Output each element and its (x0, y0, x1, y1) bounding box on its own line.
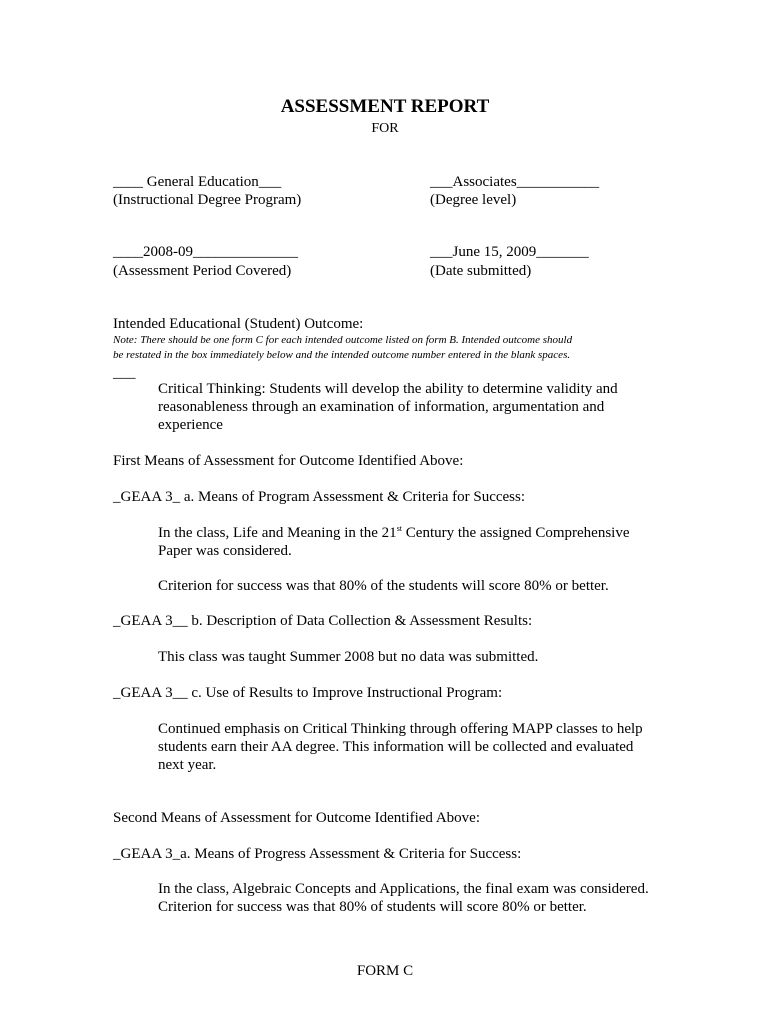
program-field-caption: (Instructional Degree Program) (113, 192, 302, 208)
form-label: FORM C (356, 963, 414, 979)
first-means-a-text-post: Century the assigned Comprehensive Paper was considered. (158, 525, 630, 559)
first-means-a-label: _GEAA 3_ a. Means of Program Assessment & Criteria for Success: (113, 489, 526, 505)
degree-field-value: ___Associates___________ (430, 174, 600, 190)
first-means-heading: First Means of Assessment for Outcome Identified Above: (113, 453, 464, 469)
page-subtitle: FOR (371, 121, 399, 136)
outcome-note-line-1: Note: There should be one form C for each intended outcome listed on form B. Intended outcome should (113, 334, 573, 346)
first-means-c-label: _GEAA 3__ c. Use of Results to Improve Instructional Program: (113, 685, 503, 701)
second-means-a-text: In the class, Algebraic Concepts and Applications, the final exam was considered. Criterion for success was that 80% of students will score 80% or better. (158, 881, 649, 915)
outcome-statement: Critical Thinking: Students will develop the ability to determine validity and reasonableness through an examination of information, argumentation and experience (158, 381, 618, 433)
outcome-number-blank: ___ (113, 365, 136, 381)
first-means-a-text (158, 524, 648, 560)
first-means-a-criterion: Criterion for success was that 80% of the students will score 80% or better. (158, 578, 609, 594)
date-field-value: ___June 15, 2009_______ (430, 244, 589, 260)
period-field-caption: (Assessment Period Covered) (113, 263, 292, 279)
second-means-heading: Second Means of Assessment for Outcome Identified Above: (113, 810, 481, 826)
first-means-c-text: Continued emphasis on Critical Thinking through offering MAPP classes to help students earn their AA degree. This information will be collected and evaluated next year. (158, 721, 643, 773)
degree-field-caption: (Degree level) (430, 192, 517, 208)
page-title: ASSESSMENT REPORT (280, 96, 490, 117)
first-means-b-label: _GEAA 3__ b. Description of Data Collection & Assessment Results: (113, 613, 533, 629)
first-means-a-text-sup: st (396, 524, 403, 533)
program-field-value: ____ General Education___ (113, 174, 282, 190)
outcome-note-line-2: be restated in the box immediately below and the intended outcome number entered in the blank spaces. (113, 349, 571, 361)
outcome-heading: Intended Educational (Student) Outcome: (113, 316, 364, 332)
first-means-a-text-pre: In the class, Life and Meaning in the 21 (158, 525, 397, 541)
first-means-b-text: This class was taught Summer 2008 but no data was submitted. (158, 649, 539, 665)
second-means-a-label: _GEAA 3_a. Means of Progress Assessment & Criteria for Success: (113, 846, 522, 862)
period-field-value: ____2008-09______________ (113, 244, 298, 260)
date-field-caption: (Date submitted) (430, 263, 532, 279)
